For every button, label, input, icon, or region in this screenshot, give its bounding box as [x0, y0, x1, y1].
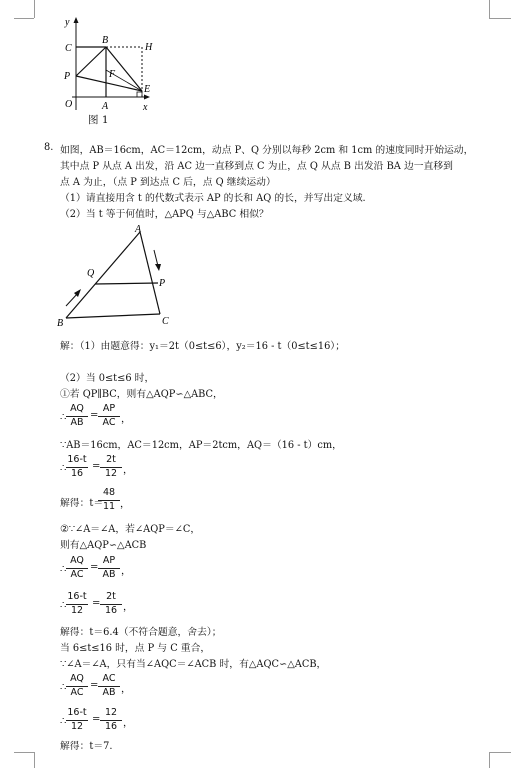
- denominator: 12: [104, 468, 118, 479]
- problem-sub-question-2: （2）当 t 等于何值时，△APQ 与△ABC 相似？: [60, 209, 269, 220]
- therefore-symbol: ∴: [60, 600, 67, 611]
- numerator: 16-t: [67, 591, 87, 602]
- solution-case-1b: ②∵∠A＝∠A，若∠AQP＝∠C，: [60, 524, 201, 535]
- crop-mark: [14, 18, 34, 19]
- crop-mark: [489, 752, 511, 753]
- comma: ，: [121, 566, 131, 577]
- equals-sign: =: [90, 680, 99, 691]
- denominator: 11: [102, 501, 116, 512]
- numerator: AQ: [70, 555, 84, 566]
- solution-case-1a: ①若 QP∥BC，则有△AQP∽△ABC，: [60, 389, 223, 400]
- problem-number: 8.: [44, 142, 54, 153]
- denominator: 12: [70, 721, 84, 732]
- therefore-symbol: ∴: [60, 716, 67, 727]
- comma: ，: [123, 465, 133, 476]
- solution-case-1-header: （2）当 0≤t≤6 时，: [60, 373, 155, 384]
- comma: ，: [120, 499, 130, 510]
- numerator: 2t: [106, 454, 116, 465]
- denominator: AC: [70, 569, 84, 580]
- solution-given-values: ∵AB＝16cm，AC＝12cm，AP＝2tcm，AQ＝（16 - t）cm，: [60, 440, 342, 451]
- equals-sign: =: [92, 598, 101, 609]
- numerator: 12: [104, 707, 118, 718]
- fig1-label-H: H: [145, 42, 153, 53]
- numerator: 48: [102, 487, 116, 498]
- denominator: AB: [102, 569, 116, 580]
- denominator: AC: [70, 687, 84, 698]
- crop-mark: [34, 752, 35, 768]
- fig1-label-O: O: [65, 99, 73, 110]
- therefore-symbol: ∴: [60, 564, 67, 575]
- crop-mark: [14, 752, 34, 753]
- figure-2-triangle-diagram: [54, 222, 194, 334]
- therefore-symbol: ∴: [60, 463, 67, 474]
- problem-line-2: 其中点 P 从点 A 出发，沿 AC 边一直移到点 C 为止，点 Q 从点 B 出发沿 BA 边一直移到: [60, 161, 453, 172]
- fig1-label-B: B: [102, 35, 109, 46]
- solution-case-1b-similarity: 则有△AQP∽△ACB: [60, 540, 147, 551]
- numerator: 16-t: [67, 454, 87, 465]
- problem-sub-question-1: （1）请直接用含 t 的代数式表示 AP 的长和 AQ 的长，并写出定义域.: [60, 193, 366, 204]
- fig2-label-B: B: [57, 318, 64, 329]
- problem-line-1: 如图，AB＝16cm，AC＝12cm，动点 P、Q 分别以每秒 2cm 和 1cm 的速度同时开始运动，: [60, 145, 474, 156]
- equals-sign: =: [92, 714, 101, 725]
- solution-part-1: 解：（1）由题意得：y₁＝2t（0≤t≤6），y₂＝16 - t（0≤t≤16）；: [60, 341, 345, 352]
- fig1-label-E: E: [144, 84, 151, 95]
- numerator: AQ: [70, 403, 84, 414]
- crop-mark: [34, 0, 35, 18]
- therefore-symbol: ∴: [60, 412, 67, 423]
- solution-result-1-label: 解得：t＝: [60, 498, 104, 509]
- solution-case-2-header: 当 6≤t≤16 时，点 P 与 C 重合，: [60, 643, 211, 654]
- crop-mark: [489, 0, 490, 18]
- fig1-label-P: P: [64, 71, 71, 82]
- figure-1-caption: 图 1: [88, 114, 109, 126]
- crop-mark: [489, 752, 490, 768]
- therefore-symbol: ∴: [60, 682, 67, 693]
- solution-result-3: 解得：t＝7.: [60, 741, 113, 752]
- denominator: 16: [104, 721, 118, 732]
- denominator: AB: [102, 687, 116, 698]
- fig1-label-C: C: [65, 43, 72, 54]
- denominator: AB: [70, 417, 84, 428]
- denominator: AC: [102, 417, 116, 428]
- comma: ，: [121, 414, 131, 425]
- fig2-label-C: C: [162, 316, 169, 327]
- denominator: 12: [70, 605, 84, 616]
- numerator: 2t: [106, 591, 116, 602]
- numerator: AQ: [70, 673, 84, 684]
- numerator: AP: [102, 403, 116, 414]
- equals-sign: =: [92, 461, 101, 472]
- equals-sign: =: [90, 410, 99, 421]
- fig1-label-A: A: [102, 101, 109, 112]
- numerator: AC: [102, 673, 116, 684]
- fig2-label-P: P: [159, 278, 166, 289]
- fig2-label-A: A: [135, 224, 142, 235]
- crop-mark: [489, 18, 511, 19]
- fig2-label-Q: Q: [87, 268, 95, 279]
- figure-1-coordinate-diagram: [58, 14, 168, 124]
- denominator: 16: [70, 468, 84, 479]
- fig1-label-x: x: [143, 102, 148, 113]
- comma: ，: [123, 718, 133, 729]
- numerator: 16-t: [67, 707, 87, 718]
- problem-line-3: 点 A 为止，（点 P 到达点 C 后，点 Q 继续运动）: [60, 177, 276, 188]
- equals-sign: =: [90, 562, 99, 573]
- fig1-label-F: F: [109, 69, 116, 80]
- solution-case-2-condition: ∵∠A＝∠A，只有当∠AQC＝∠ACB 时，有△AQC∽△ACB，: [60, 659, 327, 670]
- comma: ，: [123, 602, 133, 613]
- fig1-label-y: y: [65, 17, 70, 28]
- denominator: 16: [104, 605, 118, 616]
- numerator: AP: [102, 555, 116, 566]
- solution-result-2: 解得：t＝6.4（不符合题意，舍去）；: [60, 627, 222, 638]
- comma: ，: [121, 684, 131, 695]
